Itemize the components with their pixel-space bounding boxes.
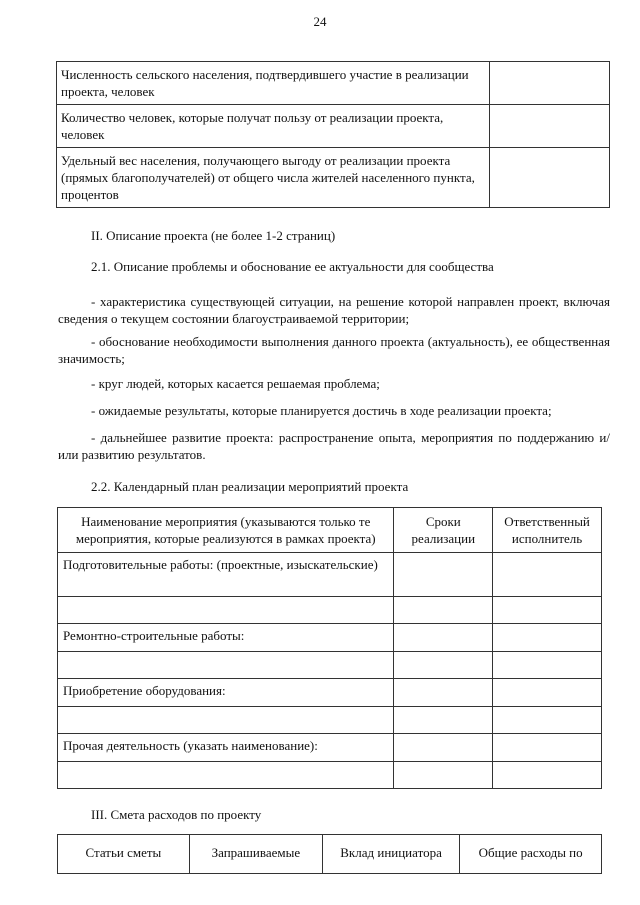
table-cell xyxy=(490,62,610,105)
table-cell xyxy=(490,148,610,208)
column-header: Запрашиваемые xyxy=(189,835,322,874)
table-cell xyxy=(493,553,602,597)
page-number: 24 xyxy=(313,14,327,29)
table-cell xyxy=(394,679,493,707)
table-cell xyxy=(394,624,493,652)
table-cell xyxy=(394,597,493,624)
table-row xyxy=(58,597,602,624)
table-cell xyxy=(490,105,610,148)
table-cell: Прочая деятельность (указать наименование): xyxy=(58,734,394,762)
table-cell xyxy=(493,707,602,734)
bullet-item: - круг людей, которых касается решаемая проблема; xyxy=(91,376,380,391)
table-row xyxy=(58,553,602,597)
bullet-item: - обоснование необходимости выполнения данного проекта (актуальность), ее общественная значимость; xyxy=(58,334,610,366)
table-cell xyxy=(394,707,493,734)
table-cell xyxy=(493,679,602,707)
table-cell: Подготовительные работы: (проектные, изыскательские) xyxy=(58,553,394,597)
table-row xyxy=(57,62,610,105)
table-cell: Удельный вес населения, получающего выгоду от реализации проекта (прямых благополучателей) от общего числа жителей населенного пункта, процентов xyxy=(57,148,490,208)
table-cell xyxy=(58,652,394,679)
bullet-item: - ожидаемые результаты, которые планируется достичь в ходе реализации проекта; xyxy=(91,403,552,418)
column-header: Наименование мероприятия (указываются только те мероприятия, которые реализуются в рамках проекта) xyxy=(58,508,394,553)
table-cell xyxy=(493,762,602,789)
table-cell: Численность сельского населения, подтвердившего участие в реализации проекта, человек xyxy=(57,62,490,105)
section-2-heading: II. Описание проекта (не более 1-2 страниц) xyxy=(91,228,336,243)
section-3-heading: III. Смета расходов по проекту xyxy=(91,807,262,822)
table-row xyxy=(58,652,602,679)
table-cell xyxy=(493,624,602,652)
column-header: Общие расходы по xyxy=(460,835,602,874)
column-header: Статьи сметы xyxy=(58,835,190,874)
calendar-plan-table xyxy=(57,507,602,789)
table-cell xyxy=(394,652,493,679)
table-cell xyxy=(394,762,493,789)
table-row xyxy=(58,679,602,707)
table-header-row xyxy=(58,835,602,874)
column-header: Ответственный исполнитель xyxy=(493,508,602,553)
table-cell xyxy=(493,597,602,624)
bullet-item: - характеристика существующей ситуации, на решение которой направлен проект, включая сведения о текущем состоянии благоустраиваемой территории; xyxy=(58,294,610,326)
indicators-table xyxy=(56,61,610,208)
table-cell xyxy=(394,553,493,597)
table-row xyxy=(58,707,602,734)
table-row xyxy=(58,734,602,762)
table-header-row xyxy=(58,508,602,553)
subsection-2-1-heading: 2.1. Описание проблемы и обоснование ее актуальности для сообщества xyxy=(91,259,494,274)
table-row xyxy=(58,624,602,652)
table-cell xyxy=(493,734,602,762)
bullet-item: - дальнейшее развитие проекта: распространение опыта, мероприятия по поддержанию и/или развитию результатов. xyxy=(58,430,610,462)
table-cell: Приобретение оборудования: xyxy=(58,679,394,707)
table-cell xyxy=(493,652,602,679)
subsection-2-2-heading: 2.2. Календарный план реализации мероприятий проекта xyxy=(91,479,409,494)
table-cell xyxy=(58,597,394,624)
table-cell xyxy=(58,762,394,789)
column-header: Сроки реализации xyxy=(394,508,493,553)
budget-table xyxy=(57,834,602,874)
table-row xyxy=(58,762,602,789)
table-row xyxy=(57,148,610,208)
table-cell xyxy=(58,707,394,734)
table-cell xyxy=(394,734,493,762)
column-header: Вклад инициатора xyxy=(322,835,459,874)
table-row xyxy=(57,105,610,148)
table-cell: Количество человек, которые получат пользу от реализации проекта, человек xyxy=(57,105,490,148)
table-cell: Ремонтно-строительные работы: xyxy=(58,624,394,652)
